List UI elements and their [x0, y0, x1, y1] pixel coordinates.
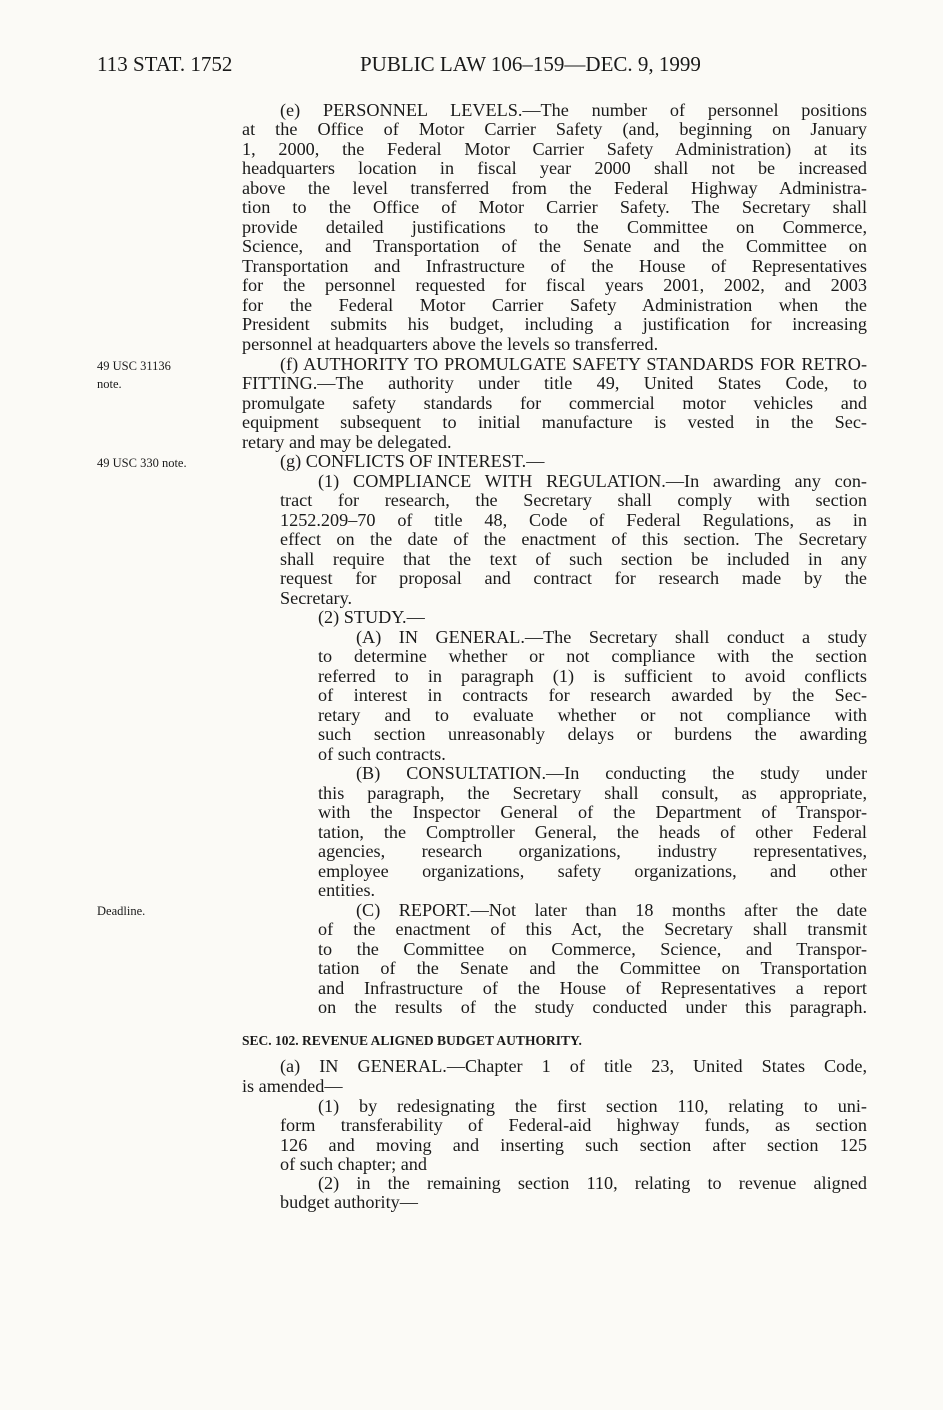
- text-line-23: effect on the date of the enactment of this section. The Secretary: [280, 529, 867, 549]
- text-line-5: above the level transferred from the Federal Highway Administra-: [242, 178, 867, 198]
- page-header-stat: 113 STAT. 1752: [97, 52, 233, 76]
- text-line-40: employee organizations, safety organizations, and other: [318, 861, 867, 881]
- text-line-53: of such chapter; and: [280, 1154, 427, 1174]
- text-line-25: request for proposal and contract for research made by the: [280, 568, 867, 588]
- text-line-33: such section unreasonably delays or burdens the awarding: [318, 724, 867, 744]
- text-line-51: form transferability of Federal-aid highway funds, as section: [280, 1115, 867, 1135]
- text-line-9: Transportation and Infrastructure of the House of Representatives: [242, 256, 867, 276]
- page-header-law: PUBLIC LAW 106–159—DEC. 9, 1999: [360, 52, 701, 76]
- margin-note-usc-31136-note: note.: [97, 377, 122, 391]
- text-line-41: entities.: [318, 880, 376, 900]
- text-line-13: personnel at headquarters above the levels so transferred.: [242, 334, 659, 354]
- text-line-43: of the enactment of this Act, the Secretary shall transmit: [318, 919, 867, 939]
- text-line-11: for the Federal Motor Carrier Safety Administration when the: [242, 295, 867, 315]
- text-line-28: (A) IN GENERAL.—The Secretary shall conduct a study: [356, 627, 867, 647]
- text-line-32: retary and to evaluate whether or not compliance with: [318, 705, 867, 725]
- text-line-38: tation, the Comptroller General, the heads of other Federal: [318, 822, 867, 842]
- text-line-27: (2) STUDY.—: [318, 607, 425, 627]
- text-line-14: (f) AUTHORITY TO PROMULGATE SAFETY STANDARDS FOR RETRO-: [280, 354, 867, 374]
- text-line-19: (g) CONFLICTS OF INTEREST.—: [280, 451, 545, 471]
- text-line-26: Secretary.: [280, 588, 353, 608]
- text-line-17: equipment subsequent to initial manufacture is vested in the Sec-: [242, 412, 867, 432]
- text-line-50: (1) by redesignating the first section 110, relating to uni-: [318, 1096, 867, 1116]
- text-line-29: to determine whether or not compliance with the section: [318, 646, 867, 666]
- text-line-46: and Infrastructure of the House of Representatives a report: [318, 978, 867, 998]
- text-line-42: (C) REPORT.—Not later than 18 months after the date: [356, 900, 867, 920]
- text-line-54: (2) in the remaining section 110, relating to revenue aligned: [318, 1173, 867, 1193]
- text-line-6: tion to the Office of Motor Carrier Safety. The Secretary shall: [242, 197, 867, 217]
- text-line-49: is amended—: [242, 1076, 343, 1096]
- text-line-21: tract for research, the Secretary shall comply with section: [280, 490, 867, 510]
- text-line-20: (1) COMPLIANCE WITH REGULATION.—In awarding any con-: [318, 471, 867, 491]
- text-line-10: for the personnel requested for fiscal years 2001, 2002, and 2003: [242, 275, 867, 295]
- text-line-31: of interest in contracts for research awarded by the Sec-: [318, 685, 867, 705]
- text-line-44: to the Committee on Commerce, Science, and Transpor-: [318, 939, 867, 959]
- text-line-7: provide detailed justifications to the Committee on Commerce,: [242, 217, 867, 237]
- margin-note-usc-31136: 49 USC 31136: [97, 359, 171, 373]
- text-line-15: FITTING.—The authority under title 49, United States Code, to: [242, 373, 867, 393]
- section-102-heading: SEC. 102. REVENUE ALIGNED BUDGET AUTHORITY.: [242, 1033, 582, 1048]
- margin-note-usc-330: 49 USC 330 note.: [97, 456, 187, 470]
- text-line-8: Science, and Transportation of the Senate and the Committee on: [242, 236, 867, 256]
- text-line-48: (a) IN GENERAL.—Chapter 1 of title 23, United States Code,: [280, 1056, 867, 1076]
- text-line-47: on the results of the study conducted under this paragraph.: [318, 997, 867, 1017]
- margin-note-deadline: Deadline.: [97, 904, 146, 918]
- text-line-55: budget authority—: [280, 1192, 418, 1212]
- text-line-3: 1, 2000, the Federal Motor Carrier Safety Administration) at its: [242, 139, 867, 159]
- text-line-30: referred to in paragraph (1) is sufficient to avoid conflicts: [318, 666, 867, 686]
- text-line-4: headquarters location in fiscal year 2000 shall not be increased: [242, 158, 867, 178]
- text-line-12: President submits his budget, including a justification for increasing: [242, 314, 867, 334]
- text-line-34: of such contracts.: [318, 744, 446, 764]
- text-line-1: (e) PERSONNEL LEVELS.—The number of personnel positions: [280, 100, 867, 120]
- text-line-16: promulgate safety standards for commercial motor vehicles and: [242, 393, 867, 413]
- text-line-45: tation of the Senate and the Committee on Transportation: [318, 958, 867, 978]
- text-line-24: shall require that the text of such section be included in any: [280, 549, 867, 569]
- text-line-39: agencies, research organizations, industry representatives,: [318, 841, 867, 861]
- text-line-36: this paragraph, the Secretary shall consult, as appropriate,: [318, 783, 867, 803]
- text-line-52: 126 and moving and inserting such section after section 125: [280, 1135, 867, 1155]
- text-line-37: with the Inspector General of the Department of Transpor-: [318, 802, 867, 822]
- text-line-2: at the Office of Motor Carrier Safety (and, beginning on January: [242, 119, 867, 139]
- text-line-18: retary and may be delegated.: [242, 432, 452, 452]
- text-line-22: 1252.209–70 of title 48, Code of Federal Regulations, as in: [280, 510, 867, 530]
- text-line-35: (B) CONSULTATION.—In conducting the study under: [356, 763, 867, 783]
